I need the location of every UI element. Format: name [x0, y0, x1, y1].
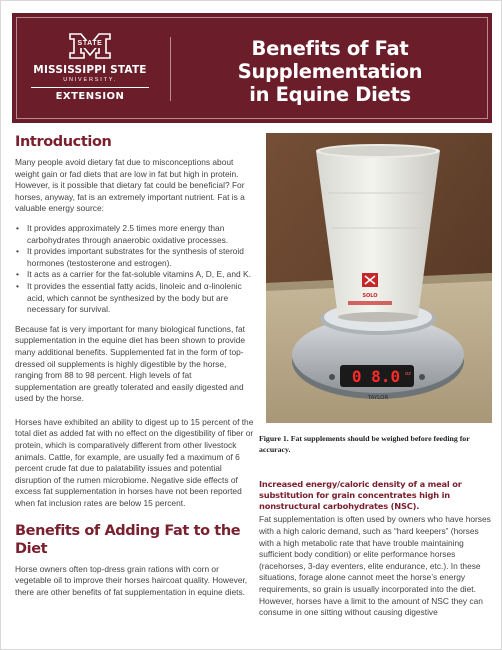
title-line-3: in Equine Diets: [249, 83, 411, 106]
scale-brand: TAYLOR: [367, 395, 389, 401]
logo-rule: [31, 87, 149, 88]
intro-paragraph-3: Horses have exhibited an ability to digest up to 15 percent of the total diet as added fat with no effect on the digestibility of fiber or protein, which is comparatively different from other livestock animals. Cattle, for example, are usually fed a maximum of 6 percent crude fat due to palatability issues and potential disruption of the rumen microbiome. Negative side effects of excess fat supplementation in horses have not been reported when fat inclusion rates are below 15 percent.: [15, 416, 254, 509]
right-column: [259, 479, 495, 619]
intro-paragraph-1: Many people avoid dietary fat due to misconceptions about weight gain or fad diets that are low in fat but high in protein. However, is it possible that dietary fat could be beneficial? For horses, anyway, fat is an extremely important nutrient. Fat is a valuable energy source:: [15, 157, 245, 214]
logo-extension: EXTENSION: [55, 91, 125, 102]
figure-caption: Figure 1. Fat supplements should be weighed before feeding for accuracy.: [259, 434, 470, 454]
scale-button-icon: [419, 374, 425, 380]
page-title: [180, 37, 480, 106]
intro-paragraph-2: Because fat is very important for many biological functions, fat supplementation in the equine diet has been shown to provide many additional benefits. Supplemented fat in the form of top-dressed oil supplements is highly digestible by the horse, ranging from 88 to 98 percent. High levels of fat supplementation are greatly tolerated and easily digested and used by the horse.: [15, 323, 246, 404]
benefits-paragraph-1: Horse owners often top-dress grain rations with corn or vegetable oil to improve their horses haircoat quality. However, there are other benefits of fat supplementation in equine diets.: [15, 563, 248, 597]
energy-heading: Increased energy/caloric density of a meal or substitution for grain concentrates high in nonstructural carbohydrates (NSC).: [259, 479, 462, 511]
scale-photo: [266, 133, 492, 423]
benefits-heading: Benefits of Adding Fat to the Diet: [15, 522, 241, 557]
scale-button-icon: [329, 374, 335, 380]
scale-photo-illustration: [266, 133, 492, 423]
energy-bullet-list: [15, 223, 255, 316]
intro-heading: Introduction: [15, 134, 112, 150]
list-item: • It provides approximately 2.5 times more energy than carbohydrates through anaerobic oxidative processes.: [15, 223, 255, 246]
cup-text: SOLO: [362, 293, 378, 299]
header-divider: [170, 37, 171, 101]
list-item: • It provides important substrates for the synthesis of steroid hormones (testosterone and estrogen).: [15, 246, 255, 269]
title-line-1: Benefits of Fat: [251, 37, 409, 60]
logo-university: MISSISSIPPI STATE: [33, 64, 147, 76]
msu-m-icon: [67, 31, 113, 61]
scale-unit: oz: [405, 371, 411, 377]
list-item: • It acts as a carrier for the fat-soluble vitamins A, D, E, and K.: [15, 269, 255, 281]
logo-subtitle: UNIVERSITY.: [63, 77, 117, 83]
title-line-2: Supplementation: [237, 60, 423, 83]
left-column: [15, 133, 255, 598]
header-banner: [12, 13, 492, 123]
logo-mark-text: STATE: [77, 40, 103, 47]
energy-paragraph-1: Fat supplementation is often used by owners who have horses with a high caloric demand, such as “hard keepers” (horses with a high metabolic rate that have trouble maintaining sufficient body condition) or elite performance horses (racehorses, 3-day eventers, elite endurance, etc.). In these situations, forage alone cannot meet the horse’s energy requirements, so grain is usually incorporated into the diet. However, horses have a limit to the amount of NSC they can consume in one sitting without causing digestive: [259, 514, 491, 618]
list-item: • It provides the essential fatty acids, linoleic and α-linolenic acid, which cannot be synthesized by the body but are necessary for survival.: [15, 281, 255, 316]
msu-extension-logo: [26, 31, 154, 111]
scale-readout: 0 8.0: [351, 367, 401, 386]
